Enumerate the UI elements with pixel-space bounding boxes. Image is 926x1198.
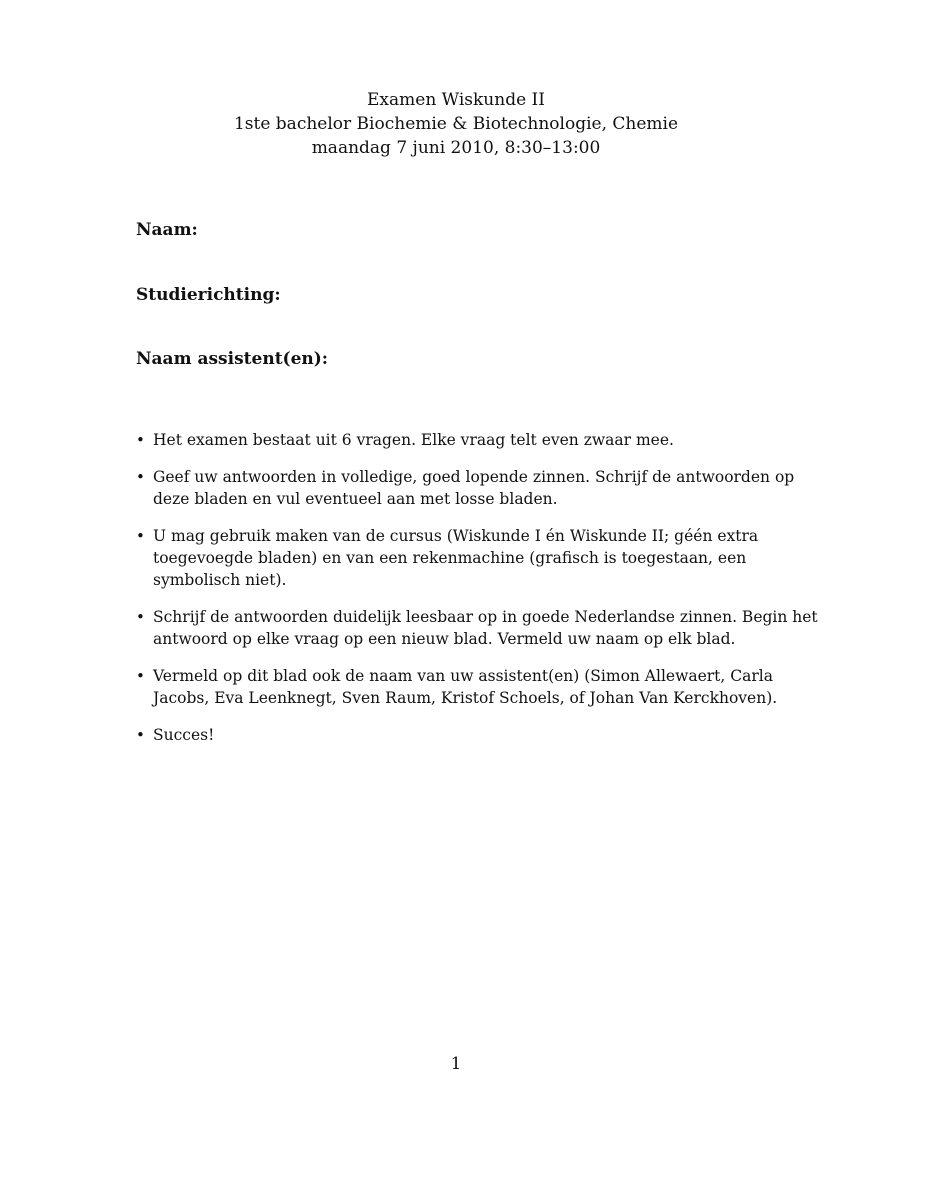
instruction-item: [136, 606, 826, 650]
exam-program: 1ste bachelor Biochemie & Biotechnologie, Chemie: [233, 114, 679, 134]
bullet-icon: •: [136, 667, 145, 685]
instruction-item: [136, 466, 826, 510]
exam-header: [0, 88, 912, 160]
instruction-text: Geef uw antwoorden in volledige, goed lopende zinnen. Schrijf de antwoorden op deze bladen en vul eventueel aan met losse bladen.: [153, 468, 795, 508]
bullet-icon: •: [136, 608, 145, 626]
instruction-item: [136, 525, 826, 591]
bullet-icon: •: [136, 726, 145, 744]
instruction-text: U mag gebruik maken van de cursus (Wiskunde I én Wiskunde II; géén extra toegevoegde bladen) en van een rekenmachine (grafisch is toegestaan, een symbolisch niet).: [153, 527, 759, 589]
bullet-icon: •: [136, 431, 145, 449]
name-field-label: Naam:: [136, 220, 198, 240]
instruction-item: [136, 429, 826, 451]
instruction-item: [136, 724, 826, 746]
exam-title: Examen Wiskunde II: [367, 90, 545, 110]
instruction-text: Vermeld op dit blad ook de naam van uw assistent(en) (Simon Allewaert, Carla Jacobs, Eva Leenknegt, Sven Raum, Kristof Schoels, of Johan Van Kerckhoven).: [153, 667, 778, 707]
assistant-field-label: Naam assistent(en):: [136, 349, 329, 369]
bullet-icon: •: [136, 527, 145, 545]
instruction-text: Schrijf de antwoorden duidelijk leesbaar op in goede Nederlandse zinnen. Begin het antwoord op elke vraag op een nieuw blad. Vermeld uw naam op elk blad.: [153, 608, 818, 648]
instruction-item: [136, 665, 826, 709]
instruction-text: Het examen bestaat uit 6 vragen. Elke vraag telt even zwaar mee.: [153, 431, 674, 449]
bullet-icon: •: [136, 468, 145, 486]
page-number: 1: [450, 1054, 462, 1074]
instruction-text: Succes!: [153, 726, 215, 744]
study-field-label: Studierichting:: [136, 285, 281, 305]
exam-date: maandag 7 juni 2010, 8:30–13:00: [311, 138, 601, 158]
instructions-list: [136, 429, 826, 761]
